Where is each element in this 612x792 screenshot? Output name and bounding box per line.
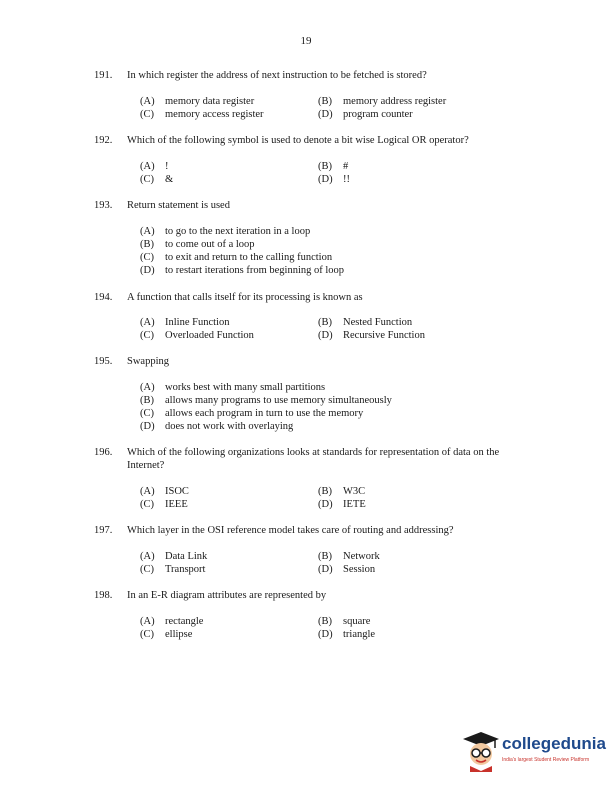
option-c: (C) ellipse [140, 629, 193, 640]
logo-wordmark: collegedunia [502, 734, 606, 753]
option-a: (A) ISOC [140, 486, 189, 497]
option-d: (D) does not work with overlaying [140, 421, 294, 432]
option-d: (D) to restart iterations from beginning of loop [140, 265, 345, 276]
option-b: (B) # [318, 161, 349, 172]
question-text: Which layer in the OSI reference model takes care of routing and addressing? [127, 525, 454, 536]
option-b: (B) to come out of a loop [140, 239, 255, 250]
option-d: (D) !! [318, 174, 350, 185]
graduate-mascot-icon [462, 730, 500, 772]
option-c: (C) memory access register [140, 109, 264, 120]
option-c: (C) to exit and return to the calling function [140, 252, 333, 263]
option-b: (B) W3C [318, 486, 366, 497]
option-a: (A) memory data register [140, 96, 255, 107]
question-text: Return statement is used [127, 200, 230, 211]
option-b: (B) memory address register [318, 96, 447, 107]
option-c: (C) & [140, 174, 174, 185]
option-a: (A) Inline Function [140, 317, 230, 328]
option-a: (A) rectangle [140, 616, 204, 627]
question-number: 191. [94, 70, 113, 81]
option-c: (C) Overloaded Function [140, 330, 254, 341]
question-number: 192. [94, 135, 113, 146]
option-c: (C) IEEE [140, 499, 188, 510]
page-number: 19 [300, 35, 312, 47]
collegedunia-logo [462, 728, 606, 776]
option-b: (B) Network [318, 551, 380, 562]
question-text: A function that calls itself for its processing is known as [127, 292, 363, 303]
question-text: Which of the following symbol is used to denote a bit wise Logical OR operator? [127, 135, 469, 146]
question-number: 193. [94, 200, 113, 211]
option-a: (A) ! [140, 161, 169, 172]
question-number: 194. [94, 292, 113, 303]
question-text: In an E-R diagram attributes are represented by [127, 590, 327, 601]
option-b: (B) allows many programs to use memory simultaneously [140, 395, 392, 406]
question-text: Which of the following organizations looks at standards for representation of data on the Internet? [127, 447, 500, 471]
option-c: (C) Transport [140, 564, 206, 575]
question-number: 195. [94, 356, 113, 367]
option-a: (A) Data Link [140, 551, 208, 562]
option-b: (B) Nested Function [318, 317, 413, 328]
option-c: (C) allows each program in turn to use the memory [140, 408, 364, 419]
question-text: Swapping [127, 356, 169, 367]
question-text: In which register the address of next instruction to be fetched is stored? [127, 70, 427, 81]
option-b: (B) square [318, 616, 371, 627]
option-d: (D) program counter [318, 109, 413, 120]
option-d: (D) triangle [318, 629, 376, 640]
option-d: (D) Session [318, 564, 376, 575]
logo-tagline: India's largest Student Review Platform [502, 757, 590, 763]
option-d: (D) Recursive Function [318, 330, 425, 341]
option-d: (D) IETE [318, 499, 366, 510]
option-a: (A) to go to the next iteration in a loop [140, 226, 311, 237]
question-number: 197. [94, 525, 113, 536]
option-a: (A) works best with many small partitions [140, 382, 326, 393]
question-number: 196. [94, 447, 113, 458]
question-number: 198. [94, 590, 113, 601]
